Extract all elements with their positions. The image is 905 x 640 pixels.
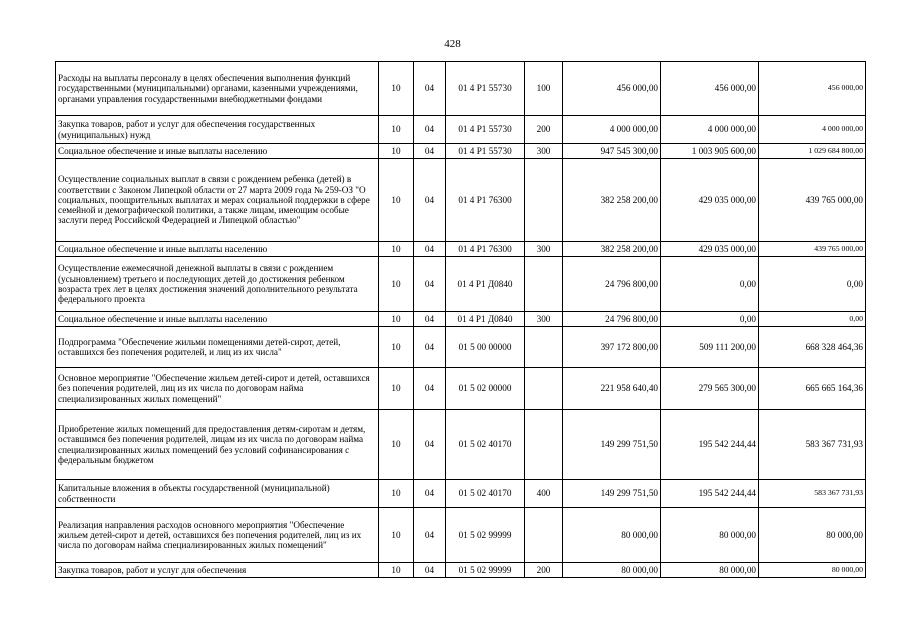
row-target-article: 01 5 00 00000 <box>446 327 525 368</box>
row-amount-year2: 429 035 000,00 <box>661 242 759 257</box>
row-amount-year3: 583 367 731,93 <box>759 410 866 480</box>
row-amount-year2: 509 111 200,00 <box>661 327 759 368</box>
row-target-article: 01 4 Р1 55730 <box>446 144 525 159</box>
row-amount-year1: 149 299 751,50 <box>563 410 661 480</box>
row-amount-year2: 4 000 000,00 <box>661 116 759 144</box>
row-amount-year2: 195 542 244,44 <box>661 480 759 508</box>
row-section-code: 10 <box>379 410 414 480</box>
row-amount-year3: 80 000,00 <box>759 508 866 563</box>
row-expense-type <box>525 159 563 242</box>
row-target-article: 01 5 02 00000 <box>446 368 525 410</box>
row-amount-year1: 24 796 800,00 <box>563 257 661 312</box>
row-description: Социальное обеспечение и иные выплаты населению <box>56 312 379 327</box>
budget-table-body <box>56 62 866 578</box>
row-description: Социальное обеспечение и иные выплаты населению <box>56 144 379 159</box>
row-amount-year2: 279 565 300,00 <box>661 368 759 410</box>
row-expense-type: 400 <box>525 480 563 508</box>
row-subsection-code: 04 <box>414 116 446 144</box>
row-target-article: 01 4 Р1 55730 <box>446 116 525 144</box>
row-expense-type <box>525 368 563 410</box>
row-section-code: 10 <box>379 312 414 327</box>
row-subsection-code: 04 <box>414 368 446 410</box>
row-amount-year2: 80 000,00 <box>661 508 759 563</box>
row-description: Подпрограмма "Обеспечение жильми помещениями детей-сирот, детей, оставшихся без попечения родителей, и лиц из их числа" <box>56 327 379 368</box>
row-section-code: 10 <box>379 159 414 242</box>
row-amount-year1: 382 258 200,00 <box>563 159 661 242</box>
table-row <box>56 242 866 257</box>
table-row <box>56 144 866 159</box>
row-expense-type <box>525 410 563 480</box>
row-amount-year1: 24 796 800,00 <box>563 312 661 327</box>
row-expense-type: 100 <box>525 62 563 116</box>
row-subsection-code: 04 <box>414 144 446 159</box>
row-description: Реализация направления расходов основного мероприятия "Обеспечение жильем детей-сирот и детей, оставшихся без попечения родителей, лиц из их числа по договорам найма специализированных жилых помещений" <box>56 508 379 563</box>
row-amount-year1: 80 000,00 <box>563 508 661 563</box>
row-description: Осуществление ежемесячной денежной выплаты в связи с рождением (усыновлением) третьего и последующих детей до достижения ребенком возраста трех лет в целях достижения значений дополнительного результата федерального проекта <box>56 257 379 312</box>
row-subsection-code: 04 <box>414 257 446 312</box>
row-description: Расходы на выплаты персоналу в целях обеспечения выполнения функций государственными (муниципальными) органами, казенными учреждениями, органами управления государственными внебюджетными фондами <box>56 62 379 116</box>
row-amount-year3: 0,00 <box>759 312 866 327</box>
row-subsection-code: 04 <box>414 327 446 368</box>
row-description: Капитальные вложения в объекты государственной (муниципальной) собственности <box>56 480 379 508</box>
row-section-code: 10 <box>379 563 414 578</box>
row-target-article: 01 5 02 40170 <box>446 410 525 480</box>
row-amount-year2: 429 035 000,00 <box>661 159 759 242</box>
row-target-article: 01 5 02 99999 <box>446 508 525 563</box>
row-amount-year3: 0,00 <box>759 257 866 312</box>
row-section-code: 10 <box>379 480 414 508</box>
row-section-code: 10 <box>379 144 414 159</box>
row-description: Закупка товаров, работ и услуг для обеспечения <box>56 563 379 578</box>
table-row <box>56 159 866 242</box>
table-row <box>56 312 866 327</box>
row-amount-year1: 397 172 800,00 <box>563 327 661 368</box>
row-amount-year1: 80 000,00 <box>563 563 661 578</box>
row-expense-type: 200 <box>525 116 563 144</box>
row-section-code: 10 <box>379 62 414 116</box>
row-section-code: 10 <box>379 257 414 312</box>
row-target-article: 01 4 Р1 76300 <box>446 159 525 242</box>
row-target-article: 01 4 Р1 55730 <box>446 62 525 116</box>
row-subsection-code: 04 <box>414 410 446 480</box>
row-description: Осуществление социальных выплат в связи с рождением ребенка (детей) в соответствии с Законом Липецкой области от 27 марта 2009 года № 259-ОЗ "О социальных, поощрительных выплатах и мерах социальной поддержки в сфере семейной и демографической политики, а также лицам, имеющим особые заслуги перед Российской Федерацией и Липецкой областью" <box>56 159 379 242</box>
row-section-code: 10 <box>379 508 414 563</box>
table-row <box>56 327 866 368</box>
row-subsection-code: 04 <box>414 159 446 242</box>
row-description: Социальное обеспечение и иные выплаты населению <box>56 242 379 257</box>
row-amount-year1: 221 958 640,40 <box>563 368 661 410</box>
row-expense-type: 300 <box>525 144 563 159</box>
row-subsection-code: 04 <box>414 480 446 508</box>
row-amount-year1: 382 258 200,00 <box>563 242 661 257</box>
table-row <box>56 62 866 116</box>
row-amount-year1: 4 000 000,00 <box>563 116 661 144</box>
row-amount-year3: 439 765 000,00 <box>759 159 866 242</box>
row-description: Основное мероприятие "Обеспечение жильем детей-сирот и детей, оставшихся без попечения родителей, лиц из их числа по договорам найма специализированных жилых помещений" <box>56 368 379 410</box>
row-amount-year3: 80 000,00 <box>759 563 866 578</box>
row-amount-year2: 195 542 244,44 <box>661 410 759 480</box>
page-number: 428 <box>444 38 461 50</box>
row-subsection-code: 04 <box>414 62 446 116</box>
row-section-code: 10 <box>379 327 414 368</box>
row-amount-year2: 456 000,00 <box>661 62 759 116</box>
table-row <box>56 480 866 508</box>
table-row <box>56 116 866 144</box>
row-expense-type: 300 <box>525 312 563 327</box>
row-amount-year2: 0,00 <box>661 257 759 312</box>
row-section-code: 10 <box>379 242 414 257</box>
row-amount-year3: 456 000,00 <box>759 62 866 116</box>
row-target-article: 01 4 Р1 Д0840 <box>446 257 525 312</box>
row-expense-type <box>525 327 563 368</box>
row-expense-type: 300 <box>525 242 563 257</box>
row-amount-year3: 665 665 164,36 <box>759 368 866 410</box>
row-subsection-code: 04 <box>414 508 446 563</box>
row-target-article: 01 4 Р1 76300 <box>446 242 525 257</box>
row-description: Приобретение жилых помещений для предоставления детям-сиротам и детям, оставшимся без попечения родителей, лицам из их числа по договорам найма специализированных жилых помещений без условий софинансирования с федеральным бюджетом <box>56 410 379 480</box>
budget-table <box>55 61 866 578</box>
row-expense-type: 200 <box>525 563 563 578</box>
table-row <box>56 563 866 578</box>
row-description: Закупка товаров, работ и услуг для обеспечения государственных (муниципальных) нужд <box>56 116 379 144</box>
row-target-article: 01 5 02 99999 <box>446 563 525 578</box>
row-amount-year2: 1 003 905 600,00 <box>661 144 759 159</box>
row-section-code: 10 <box>379 368 414 410</box>
table-row <box>56 410 866 480</box>
row-target-article: 01 4 Р1 Д0840 <box>446 312 525 327</box>
row-amount-year1: 456 000,00 <box>563 62 661 116</box>
table-row <box>56 368 866 410</box>
table-row <box>56 257 866 312</box>
row-subsection-code: 04 <box>414 312 446 327</box>
row-amount-year1: 149 299 751,50 <box>563 480 661 508</box>
row-amount-year3: 668 328 464,36 <box>759 327 866 368</box>
row-subsection-code: 04 <box>414 563 446 578</box>
row-section-code: 10 <box>379 116 414 144</box>
row-amount-year3: 1 029 684 800,00 <box>759 144 866 159</box>
row-amount-year2: 80 000,00 <box>661 563 759 578</box>
row-amount-year3: 439 765 000,00 <box>759 242 866 257</box>
row-subsection-code: 04 <box>414 242 446 257</box>
table-row <box>56 508 866 563</box>
row-amount-year3: 4 000 000,00 <box>759 116 866 144</box>
row-amount-year1: 947 545 300,00 <box>563 144 661 159</box>
row-target-article: 01 5 02 40170 <box>446 480 525 508</box>
row-expense-type <box>525 257 563 312</box>
row-amount-year3: 583 367 731,93 <box>759 480 866 508</box>
row-expense-type <box>525 508 563 563</box>
row-amount-year2: 0,00 <box>661 312 759 327</box>
